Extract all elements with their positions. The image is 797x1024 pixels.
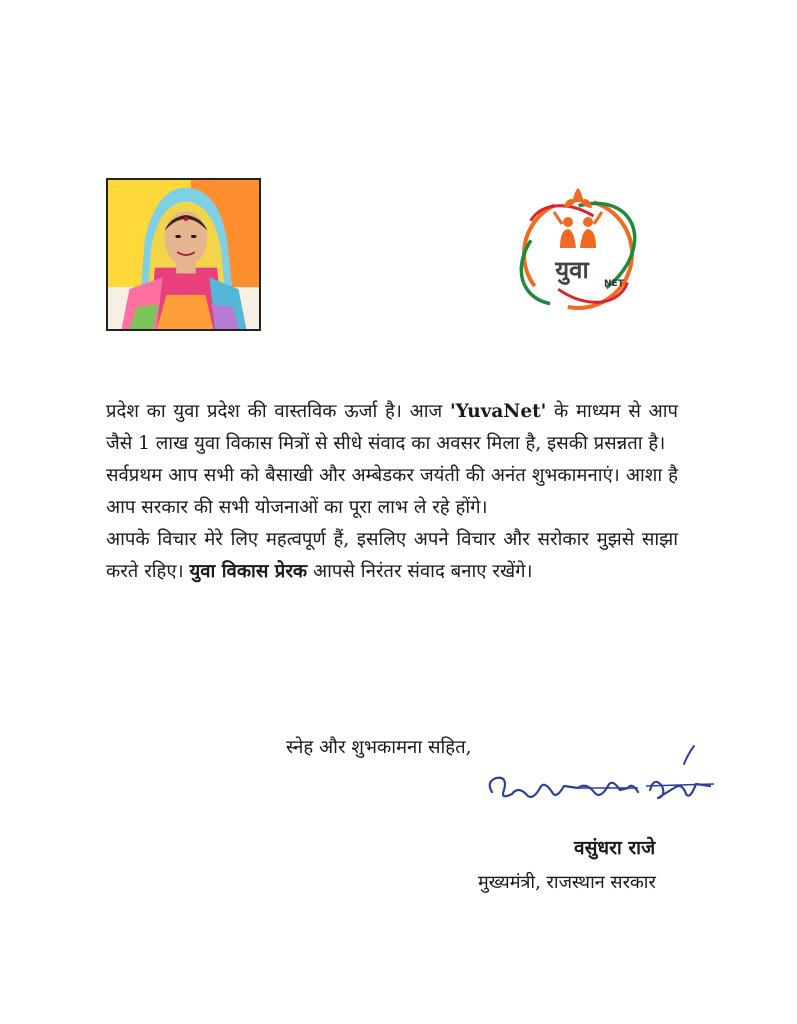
- paragraph-3: [106, 524, 678, 588]
- handwritten-signature: [482, 742, 722, 824]
- paragraph-1-text-a: प्रदेश का युवा प्रदेश की वास्तविक ऊर्जा है। आज: [106, 401, 450, 422]
- paragraph-2: सर्वप्रथम आप सभी को बैसाखी और अम्बेडकर जयंती की अनंत शुभकामनाएं। आशा है आप सरकार की सभी योजनाओं का पूरा लाभ ले रहे होंगे।: [106, 465, 678, 518]
- program-name: युवा विकास प्रेरक: [189, 561, 308, 582]
- yuvanet-logo: [510, 182, 645, 322]
- message-body: [106, 396, 678, 588]
- signatory-title: मुख्यमंत्री, राजस्थान सरकार: [478, 872, 656, 893]
- logo-suffix: NET: [604, 279, 624, 289]
- signatory-name: वसुंधरा राजे: [574, 837, 656, 859]
- portrait-photo: [106, 178, 261, 331]
- paragraph-3-text-b: आपसे निरंतर संवाद बनाए रखेंगे।: [307, 561, 533, 582]
- portrait-illustration: [108, 180, 259, 329]
- paragraph-3-text-a: आपके विचार मेरे लिए महत्वपूर्ण हैं, इसलिए अपने विचार और सरोकार मुझसे साझा करते रहिए।: [106, 529, 678, 582]
- paragraph-1: [106, 396, 678, 460]
- logo-text: युवा: [555, 256, 589, 284]
- brand-name: 'YuvaNet': [449, 401, 547, 422]
- closing-greeting: स्नेह और शुभकामना सहित,: [286, 737, 472, 758]
- paragraph-1-text-b: के माध्यम से आप जैसे 1 लाख युवा विकास मित्रों से सीधे संवाद का अवसर मिला है, इसकी प्रसन्नता है।: [106, 401, 678, 454]
